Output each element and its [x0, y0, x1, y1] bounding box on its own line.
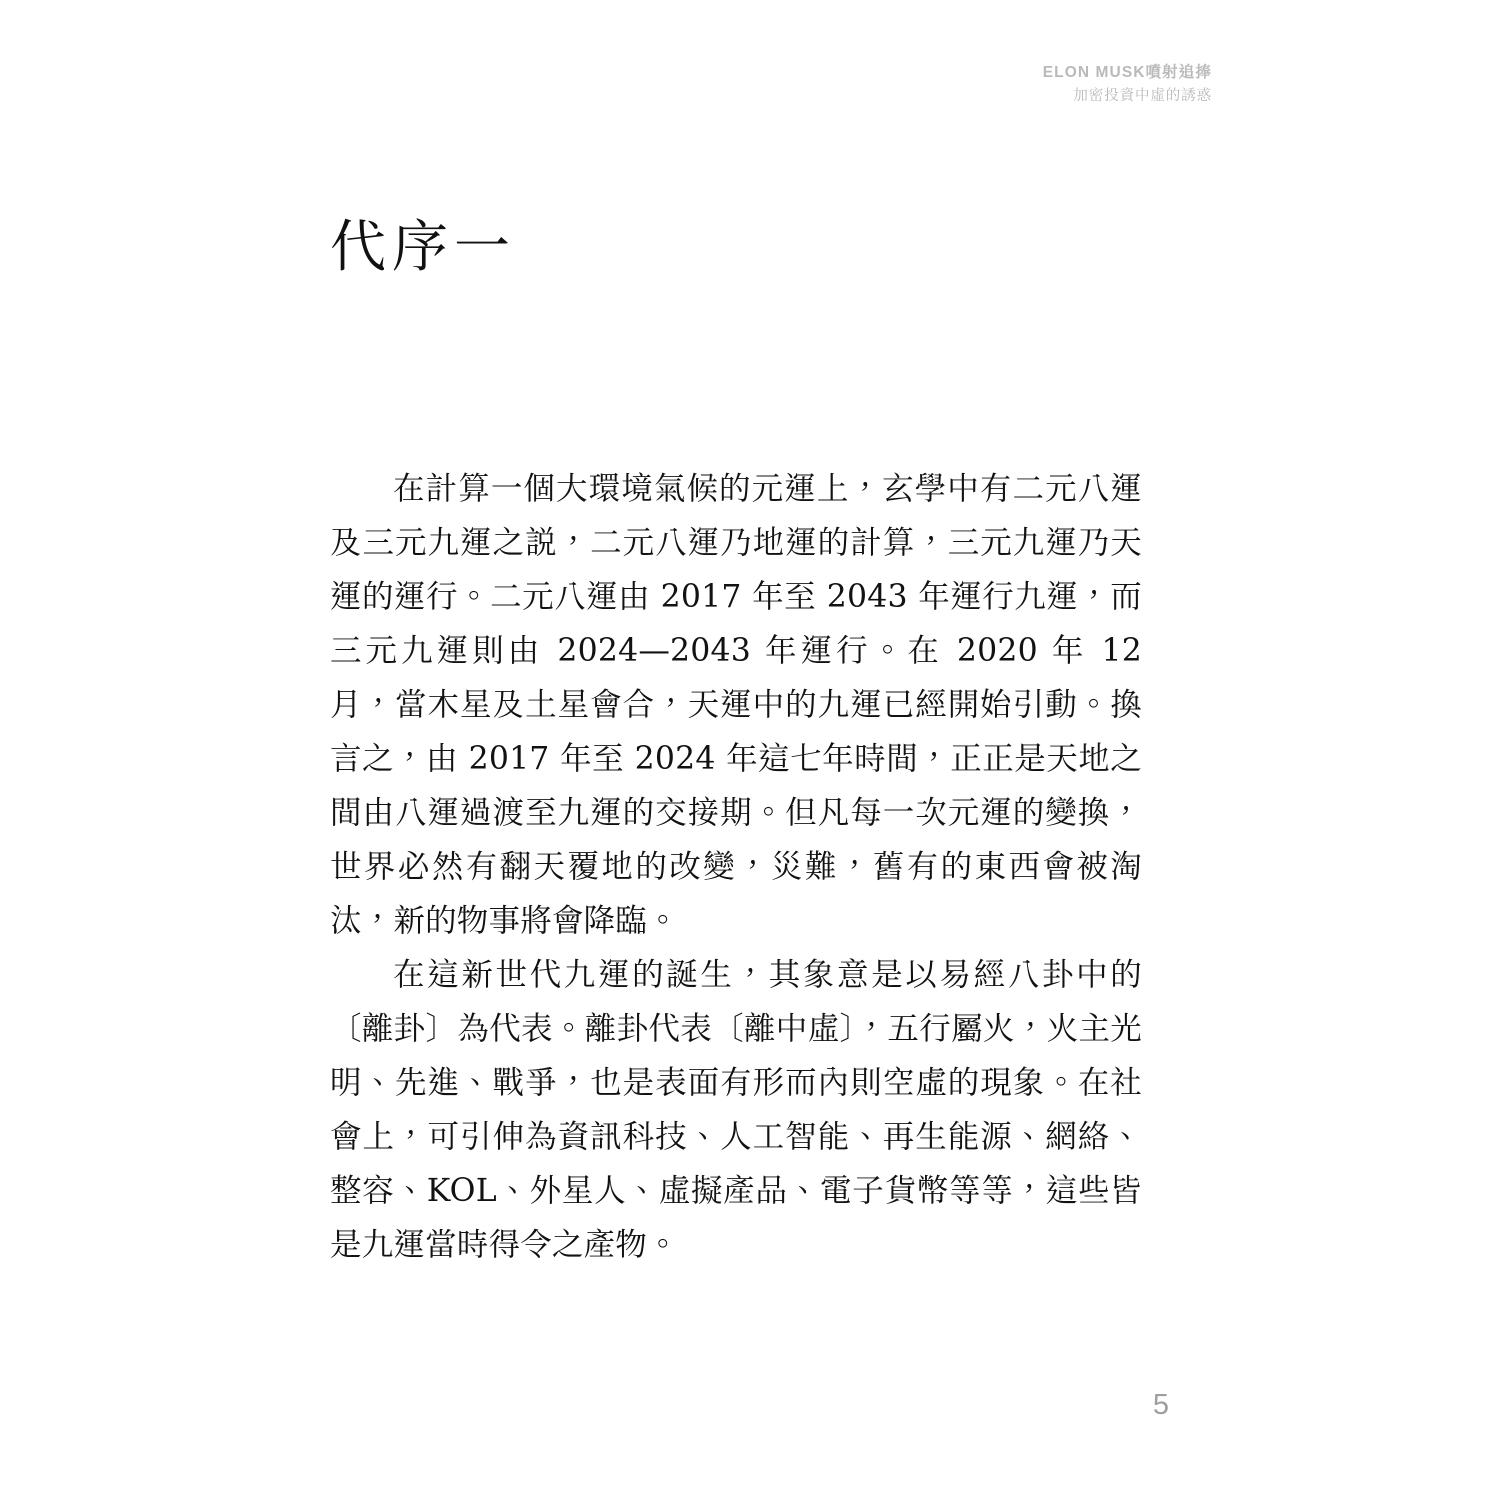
paragraph-2: 在這新世代九運的誕生，其象意是以易經八卦中的〔離卦〕為代表。離卦代表〔離中虛〕，五行屬火，火主光明、先進、戰爭，也是表面有形而內則空虛的現象。在社會上，可引伸為資訊科技、人工智能、再生能源、網絡、整容、KOL、外星人、虛擬產品、電子貨幣等等，這些皆是九運當時得令之產物。	[330, 957, 1142, 1263]
page-number: 5	[1152, 1389, 1170, 1421]
running-head	[1043, 62, 1212, 107]
running-head-line-2: 加密投資中虛的誘惑	[1073, 88, 1212, 105]
body-text	[330, 462, 1142, 1272]
paragraph-1: 在計算一個大環境氣候的元運上，玄學中有二元八運及三元九運之説，二元八運乃地運的計算，三元九運乃天運的運行。二元八運由 2017 年至 2043 年運行九運，而三元九運則由 2024—2043 年運行。在 2020 年 12 月，當木星及土星會合，天運中的九運已經開始引動。換言之，由 2017 年至 2024 年這七年時間，正正是天地之間由八運過渡至九運的交接期。但凡每一次元運的變換，世界必然有翻天覆地的改變，災難，舊有的東西會被淘汰，新的物事將會降臨。	[330, 471, 1142, 939]
running-head-line-1: ELON MUSK噴射追捧	[1042, 64, 1212, 81]
page-title: 代序一	[330, 214, 516, 280]
